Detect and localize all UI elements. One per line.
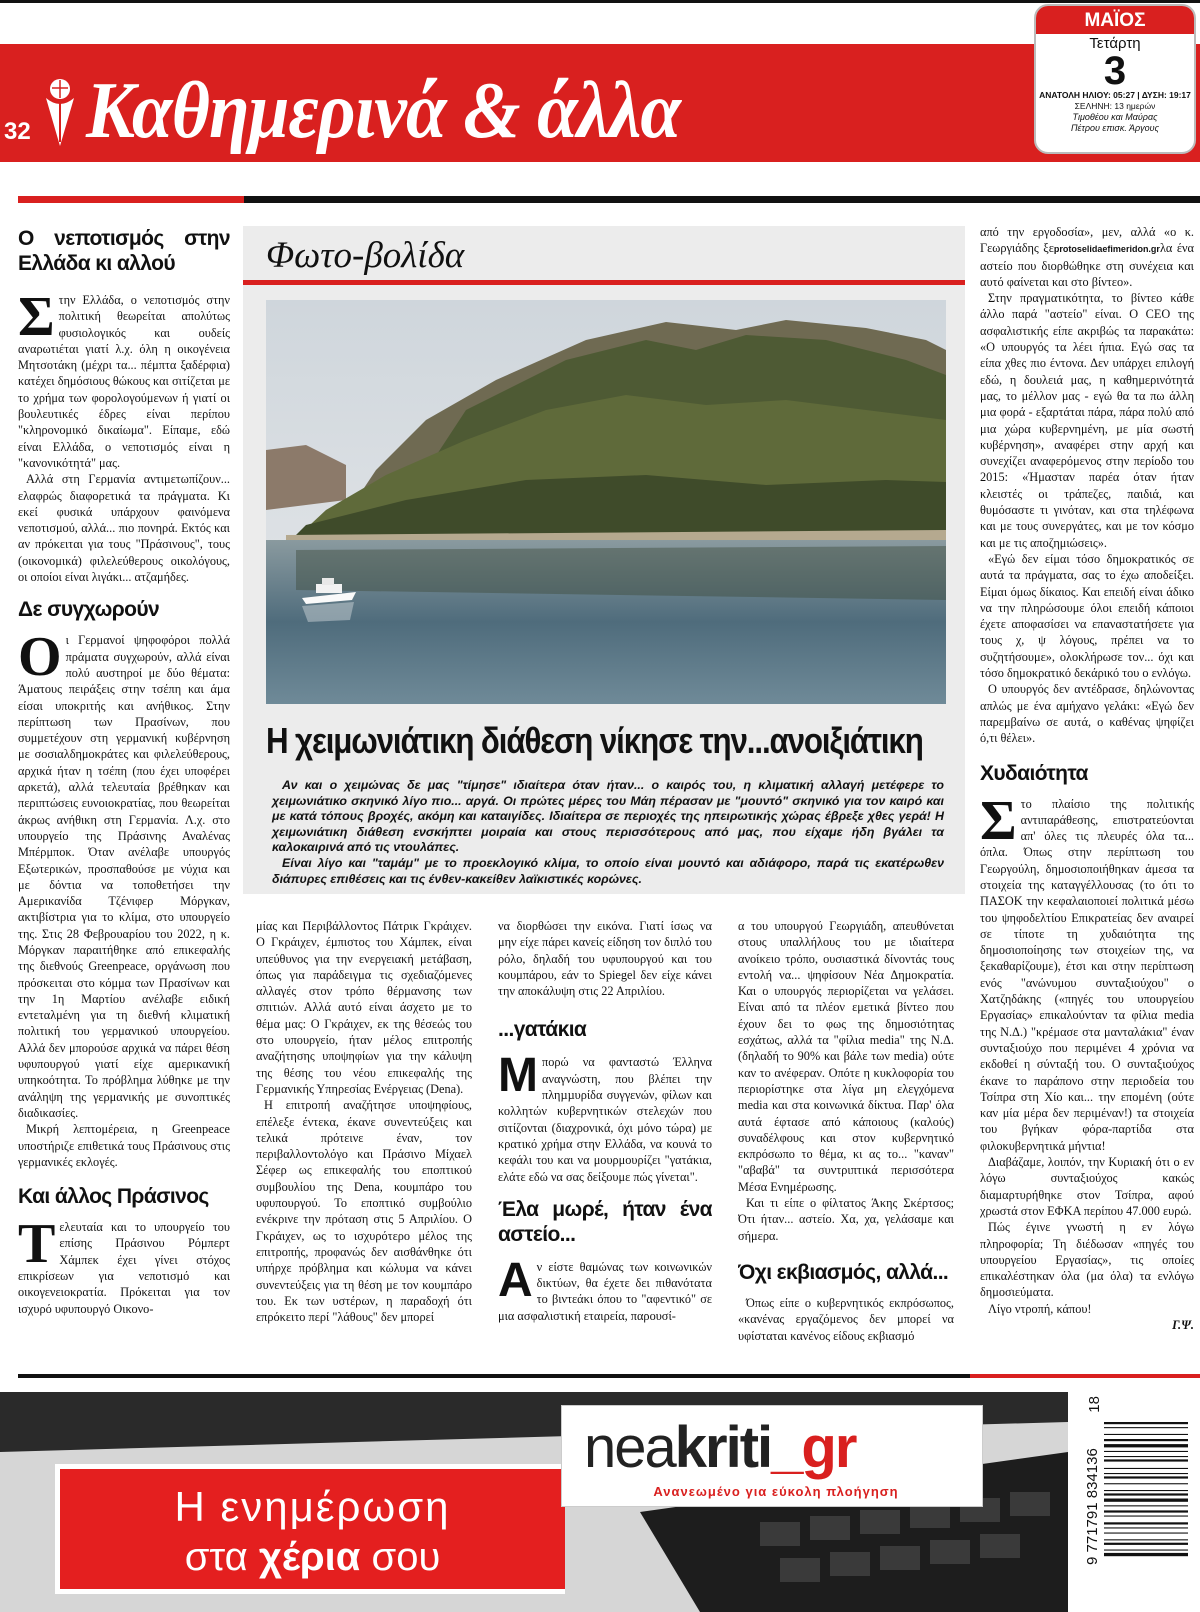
advertisement-banner[interactable] <box>0 1392 1068 1612</box>
article-paragraph: λα ένα αστείο που διορθώθηκε στη συνέχεια και αυτό φαίνεται και στο βίντεο». <box>980 241 1194 289</box>
feature-lead-paragraph: Αν και ο χειμώνας δε μας "τίμησε" ιδιαίτερα όταν ήταν... ο καιρός του, η κλιματική αλλαγή μετέφερε το χειμωνιάτικο σκηνικό λίγο πιο... αργά. Οι πρώτες μέρες του Μάη πέρασαν με "μουντό" σκηνικό για τον καιρό και με κατά τόπους βροχές, ακόμη και καταιγίδες. Ιδιαίτερα σε περιοχές της ηπειρωτικής χώρας έβρεξε χθες γερά! Η χειμωνιάτικη διάθεση ενσκήπτει μοιραία και στους περισσότερους από μας, που είχαμε ήδη βγάλει τα καλοκαιρινά από τις ντουλάπες. <box>272 778 944 855</box>
calendar-day: 3 <box>1103 49 1127 93</box>
article-paragraph: Λίγο ντροπή, κάπου! <box>988 1301 1092 1316</box>
neakriti-logo: neakriti_gr <box>584 1415 856 1480</box>
article-column-3 <box>498 918 712 1366</box>
drop-cap: Τ <box>18 1213 56 1276</box>
issue-number: 18 <box>1086 1396 1103 1413</box>
calendar-saints: Πέτρου επισκ. Άργους <box>1070 123 1160 133</box>
feature-lead <box>272 778 944 887</box>
article-paragraph: το πλαίσιο της πολιτικής αντιπαράθεσης, επιστρατεύονται απ' όλες τις πλευρές όλα τα... όπλα. Όπως στην περίπτωση του Γεωργούλη, δημοσιοποιήθηκαν άμεσα τα στοιχεία της καταγγέλλουσας (το ότι το ΠΑΣΟΚ την κεφαλαιοποιεί πολιτικά μέσω του ψηφοδελτίου Επικρατείας δεν αναιρεί σε τίποτε τη χυδαιότητα της δημοσιοποίησης των στοιχείων της, να ξεκαθαρίζουμε), έτσι και στην περίπτωση ενός "ανώνυμου συνταξιούχου" ο Χατζηδάκης («πηγές του υπουργείου Εργασίας» επικαλούνταν τα φίλια media της Ν.Δ.) "κρέμασε στα μανταλάκια" έναν συνταξιούχο που περιμένει 4 χρόνια να εκδοθεί η σύνταξή του. Ο συνταξιούχος έκανε το παράπονο στην περιοδεία του Τσίπρα στη Χίο και... την επομένη (ούτε καν μία μέρα δεν περιμέναν!) τα στοιχεία του βγήκαν φόρα-παρτίδα στα φιλοκυβερνητικά μήντια! <box>980 796 1194 1153</box>
left-column-article <box>18 226 230 1366</box>
ad-slogan-line: στα χέρια σου <box>184 1535 441 1579</box>
landscape-photo <box>266 300 946 704</box>
drop-cap: Ο <box>18 626 62 689</box>
article-paragraph: πορώ να φανταστώ Έλληνα αναγνώστη, που βλέπει την πληµµυρίδα συγγενών, φίλων και κολλητών κυβερνητικών στελεχών που σιτίζονται (διαχρονικά, όχι μόνο τώρα) με κρατικό χρήμα στην Ελλάδα, να κουνά το κεφάλι του και να μουρμουρίζει "γατάκια, ελάτε εδώ να σας δείξουμε πώς γίνεται". <box>498 1055 712 1184</box>
author-signature: Γ.Ψ. <box>1172 1318 1194 1332</box>
article-heading: Όχι εκβιασμός, αλλά... <box>738 1260 949 1284</box>
article-paragraph: από την εργοδοσία», μεν, αλλά «ο κ. Γεωργιάδης ξε <box>980 225 1194 256</box>
article-heading: Δε συγχωρούν <box>18 598 160 622</box>
article-paragraph: Η επιτροπή αναζήτησε υποψηφίους, επέλεξε έντεκα, έκανε συνεντεύξεις και τελικά πρότεινε έναν, τον περιβαλλοντολόγο και Πράσινο Μίχαελ Σέφερ ως επικεφαλής του εποπτικού συμβουλίου της Dena, κουμπάρο του υφυπουργού. Το εποπτικό συμβούλιο ενέκρινε την πρόταση στις 5 Απριλίου. Ο Γκράιχεν, ως το ισχυρότερο μέλος της επιτροπής, προφανώς δεν αισθάνθηκε ότι υπήρχε πρόβλημα και κώλυμα να κάνει συνεντεύξεις για τη θέση με τον κουμπάρο του. Εκ των υστέρων, η παραδοχή ότι επρόκειτο περί "λάθους" δεν μπορεί <box>256 1098 472 1325</box>
article-paragraph: ν είστε θαμώνας των κοινωνικών δικτύων, θα έχετε δει πιθανότατα το βιντεάκι όπου το "αφεντικό" σε μια ασφαλιστική εταιρεία, παρουσί- <box>498 1259 712 1323</box>
article-column-4 <box>738 918 954 1366</box>
footer-rule-red <box>970 1374 1200 1378</box>
drop-cap: Σ <box>18 286 55 348</box>
page-number: 32 <box>4 118 31 145</box>
article-paragraph: ελευταία και το υπουργείο του επίσης Πράσινου Ρόμπερτ Χάμπεκ έχει γίνει στόχος επικρίσεων για νεποτισμό και οικογενειοκρατία. Πρόκειται για τον ισχυρό υφυπουργό Οικονο- <box>18 1220 230 1316</box>
header-rule-red <box>18 196 244 203</box>
article-paragraph: Αλλά στη Γερμανία αντιμετωπίζουν... ελαφρώς διαφορετικά τα πράγματα. Κι εκεί φυσικά υπάρχουν φαινόμενα νεποτισμού, αλλά... πιο πονηρά. Εκτός και αν πρόκειται για τους "Πράσινους", τους (οικονομικά) φιλελεύθερους οικολόγους, οι οποίοι είναι λιγάκι... ατζαμήδες. <box>18 472 230 585</box>
article-paragraph: την Ελλάδα, ο νεποτισμός στην πολιτική θεωρείται απολύτως φυσιολογικός και ουδείς αναρωτιέται γιατί λ.χ. όλη η οικογένεια Μητσοτάκη (μέχρι τα... πέμπτα ξαδέρφια) κατέχει δημόσιους θώκους και σιτίζεται με το χρήμα των φορολογούμενων ή γιατί οι βουλευτικές έδρες είναι περίπου "κληρονομικό δικαίωμα". Είπαμε, εδώ είναι Ελλάδα, ο νεποτισμός είναι η "κανονικότητά" μας. <box>18 293 230 470</box>
article-paragraph: Στην πραγματικότητα, το βίντεο κάθε άλλο παρά "αστείο" είναι. Ο CEO της ασφαλιστικής είπε ακριβώς τα παρακάτω: «Ο υπουργός τα λέει ήπια. Εγώ σας τα είπα χθες πιο έντονα. Δεν υπάρχει επιλογή εδώ, η δουλειά μας, η καθημερινότητά μας, το μέλλον μας - εγώ θα τα πω άλλη μια φορά - εξαρτάται πάρα, πάρα πολύ από μια χώρα κυβερνημένη, με μία σωστή κυβέρνηση», αναφέρει στην αρχή και συνεχίζει αναφερόμενος στην περίοδο του 2015: «Ήμασταν παρέα όταν ήταν κλειστές οι τράπεζες, παιδιά, και θυμόσαστε τι γινόταν, και στα τηλέφωνα και με τους συνεργάτες, και με τον κόσμο και με τις αποζημιώσεις». <box>980 291 1194 550</box>
header-rule-black <box>244 196 1200 203</box>
calendar-sun-times: ΑΝΑΤΟΛΗ ΗΛΙΟΥ: 05:27 | ΔΥΣΗ: 19:17 <box>1039 90 1191 100</box>
barcode <box>1078 1392 1196 1612</box>
feather-pen-icon <box>38 76 82 148</box>
date-calendar-box <box>1034 4 1196 154</box>
section-title: Καθημερινά & άλλα <box>86 67 681 155</box>
calendar-weekday: Τετάρτη <box>1089 35 1141 52</box>
article-paragraph: μίας και Περιβάλλοντος Πάτρικ Γκράιχεν. Ο Γκράιχεν, έμπιστος του Χάμπεκ, είναι υπεύθυνος για την ενεργειακή μετάβαση, όπως για παράδειγμα τις σχεδιαζόμενες αλλαγές στον τρόπο θέρμανσης των σπιτιών. Αλλά αυτό είναι άσχετο με το θέμα μας: Ο Γκράιχεν, εκ της θέσεώς του στο υπουργείο, ήταν μέλος επιτροπής αναζήτησης υποψηφίων για την κάλυψη της θέσης του νέου επικεφαλής της Γερμανικής Υπηρεσίας Ενέργειας (Dena). <box>256 919 472 1096</box>
article-paragraph: ι Γερμανοί ψηφοφόροι πολλά πράματα συγχωρούν, αλλά είναι πολύ αυστηροί με δύο θέματα: Άματους πειράξεις στην τσέπη και άμα είσαι υποκριτής και ανήθικος. Στην περίπτωση των Πρασίνων, που συμμετέχουν στη γερμανική κυβέρνηση με σοσιαλδημοκράτες και φιλελεύθερους, αρχικά ήταν η τσέπη (που έχει υποφέρει αρκετά), αλλά τελευταία βρέθηκαν και περιπτώσεις ευνοιοκρατίας, που θεωρείται άκρως ανήθικη στη Γερμανία. Λ.χ. στο υπουργείο της Πράσινης Αναλένας Μπέρμποκ. Όταν ανέλαβε υπουργός Εξωτερικών, προσπαθούσε με νύχια και με δόντια να τοποθετήσει την Αμερικανίδα Τζένιφερ Μόργκαν, ακτιβίστρια για το κλίμα, στο υπουργείο της. Στις 28 Φεβρουαρίου του 2022, η κ. Μόργκαν παραιτήθηκε από επικεφαλής της διεθνούς Greenpeace, οργάνωση που πρόσκειται στο κόμμα των Πρασίνων και την 1η Μαρτίου ανέλαβε ειδική εντεταλμένη για τη διεθνή κλιματική πολιτική του γερμανικού υπουργείου. Αλλά δεν μπορούσε αρχικά να πάρει θέση υφυπουργού γιατί είχε αμερικανική υπηκοότητα. Το πρόβλημα λύθηκε με την ανάληψη της γερμανικής με συνοπτικές διαδικασίες. <box>18 633 230 1120</box>
drop-cap: Α <box>498 1253 533 1307</box>
article-paragraph: Και τι είπε ο φίλτατος Άκης Σκέρτσος; Ότι ήταν... αστείο. Χα, χα, γελάσαμε και σήμερα. <box>738 1196 954 1243</box>
calendar-month: ΜΑΪΟΣ <box>1036 6 1194 34</box>
watermark-text: protoselidaefimeridon.gr <box>1053 244 1160 255</box>
article-paragraph: Διαβάζαμε, λοιπόν, την Κυριακή ότι ο εν λόγω συνταξιούχος κακώς διαμαρτυρήθηκε στον Τσίπρα, αφού χρωστά στον ΕΦΚΑ περίπου 47.000 ευρώ. <box>980 1155 1194 1218</box>
drop-cap: Σ <box>980 789 1017 852</box>
feature-kicker: Φωτο-βολίδα <box>266 235 465 276</box>
drop-cap: Μ <box>498 1049 538 1103</box>
article-heading: Έλα μωρέ, ήταν ένα αστείο... <box>498 1197 712 1246</box>
article-paragraph: «Εγώ δεν είμαι τόσο δημοκρατικός σε αυτά τα πράγματα, σας το έχω αποδείξει. Είμαι όμως δίκαιος. Και επειδή είναι άδικο να την πληρώσουμε όλοι επειδή κάποιοι έχετε αποφασίσει να επαναστατήσετε για τους χ, ψ λόγους, πρέπει να το συζητήσουμε», ολοκλήρωσε τον... όχι και τόσο δημοκρατικό δεκάρικό του ο ενλόγω. <box>980 551 1194 681</box>
ad-slogan-line: Η ενημέρωση <box>174 1483 451 1530</box>
article-heading: Χυδαιότητα <box>980 761 1088 785</box>
article-paragraph: να διορθώσει την εικόνα. Γιατί ίσως να μην είχε πάρει κανείς είδηση τον διπλό του ρόλο, δηλαδή του υφυπουργού και του κουμπάρου, εάν το Spiegel δεν είχε κάνει την αποκάλυψη στις 22 Απριλίου. <box>498 919 712 999</box>
feature-headline: Η χειμωνιάτικη διάθεση νίκησε την...ανοιξιάτικη <box>266 720 923 761</box>
article-heading: Ο νεποτισμός στην Ελλάδα κι αλλού <box>18 227 230 275</box>
ad-slogan-box <box>55 1464 565 1594</box>
feature-lead-paragraph: Είναι λίγο και "ταμάμ" με το προεκλογικό κλίμα, το οποίο είναι μουντό και αδιάφορο, παρά τις εκατέρωθεν διάπυρες επιθέσεις και τις ένθεν-κακείθεν λαϊκιστικές κορώνες. <box>272 855 944 886</box>
article-paragraph: Πώς έγινε γνωστή η εν λόγω πληροφορία; Τη διέδωσαν «πηγές του υπουργείου Εργασίας», τις οποίες επικαλέστηκαν όλα (μα όλα) τα ενλόγω δημοσιεύματα. <box>980 1220 1194 1300</box>
neakriti-logo-box <box>562 1406 982 1506</box>
article-paragraph: Μικρή λεπτομέρεια, η Greenpeace υποστήριζε επιθετικά τους Πράσινους στις γερμανικές εκλογές. <box>18 1122 230 1169</box>
right-column-article <box>980 224 1194 1374</box>
barcode-bars <box>1104 1422 1188 1602</box>
article-paragraph: Όπως είπε ο κυβερνητικός εκπρόσωπος, «κανένας εργαζόμενος δεν μπορεί να υφίσταται κανένος είδους εκβιασμό <box>738 1295 954 1343</box>
calendar-saints: Τιμοθέου και Μαύρας <box>1072 112 1158 122</box>
feature-rule <box>243 280 965 285</box>
article-paragraph: α του υπουργού Γεωργιάδη, απευθύνεται στους υπαλλήλους του με ιδιαίτερα ανοίκειο τρόπο, ουσιαστικά δίνοντάς τους εντολή να... ψηφίσουν Νέα Δημοκρατία. Και ο υπουργός περιορίζεται να γελάσει. Είναι από τα πλέον εμετικά βίντεο που έχουν δει το φως της δημοσιότητας εσχάτως, αλλά τα "φίλια media" της Ν.Δ. (δηλαδή το 90% και βάλε των media) ούτε καν το ανέφεραν. Οπότε η κυκλοφορία του περιορίστηκε στα λίγα μη ελεγχόμενα media και στα κοινωνικά δίκτυα. Παρ' όλα αυτά έφτασε από κάποιους (καλούς) συναδέλφους και στον κυβερνητικό εκπρόσωπο το θέμα, κι ας το... "καναν" "αβαβά" τα συντριπτικά περισσότερα Μέσα Ενημέρωσης. <box>738 919 954 1194</box>
top-rule <box>0 0 1200 3</box>
article-paragraph: Ο υπουργός δεν αντέδρασε, δηλώνοντας απλώς με ένα αμήχανο γελάκι: «Εγώ δεν παρεμβαίνω σε αυτά, ο καθένας ψηφίζει ό,τι θέλει». <box>980 682 1194 746</box>
barcode-digits: 9 771791 834136 <box>1084 1448 1101 1566</box>
article-heading: ...γατάκια <box>498 1018 587 1042</box>
article-heading: Και άλλος Πράσινος <box>18 1185 209 1209</box>
ad-tagline: Ανανεωμένο για εύκολη πλοήγηση <box>653 1484 899 1499</box>
calendar-moon: ΣΕΛΗΝΗ: 13 ημερών <box>1074 101 1156 111</box>
article-column-2 <box>256 918 472 1366</box>
